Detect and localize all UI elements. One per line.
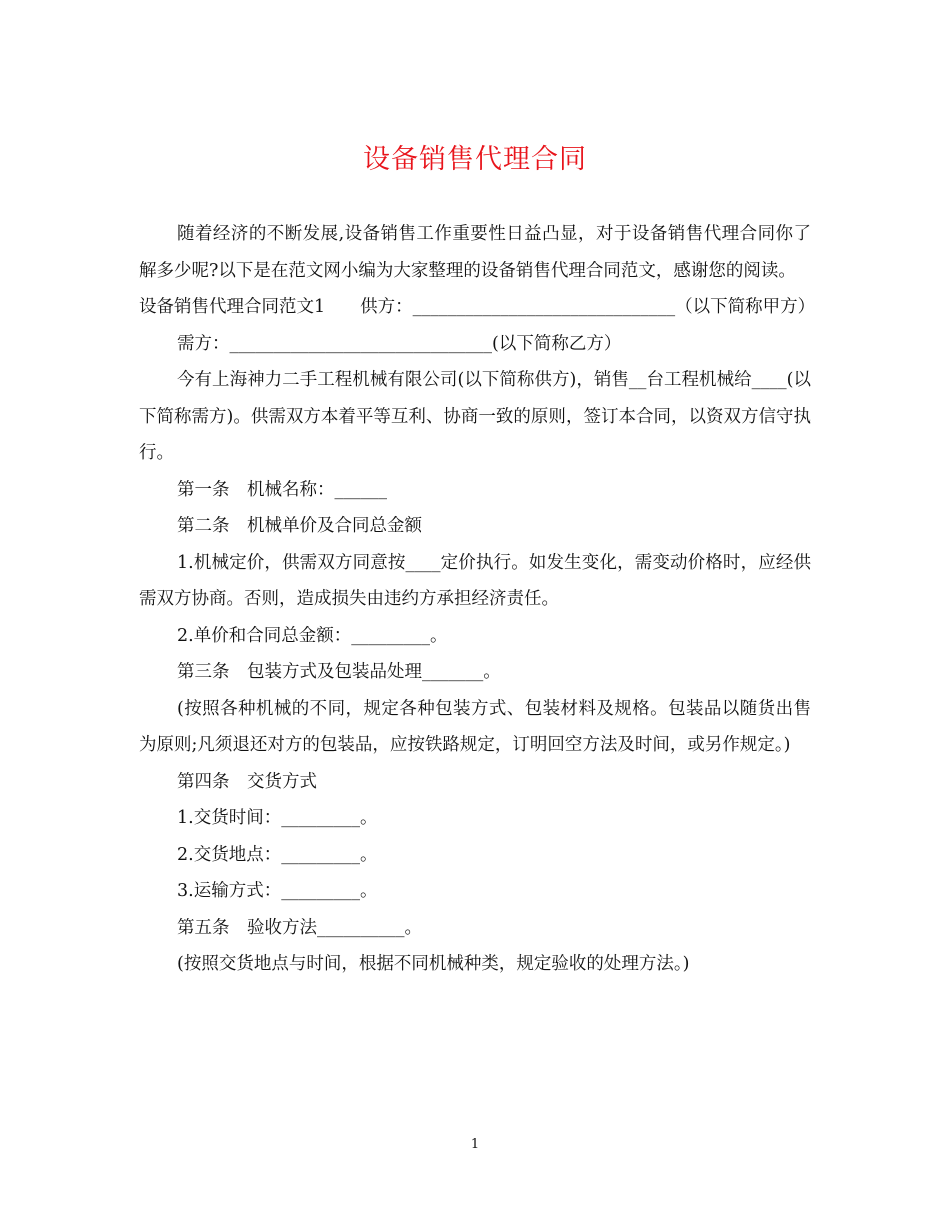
document-title: 设备销售代理合同	[363, 144, 587, 175]
intro-paragraph: 随着经济的不断发展,设备销售工作重要性日益凸显，对于设备销售代理合同你了解多少呢?以下是在范文网小编为大家整理的设备销售代理合同范文，感谢您的阅读。	[139, 224, 811, 281]
article-2-item-2: 2.单价和合同总金额：_________。	[177, 625, 448, 646]
article-5-note: (按照交货地点与时间，根据不同机械种类，规定验收的处理方法。)	[177, 954, 690, 974]
article-5: 第五条 验收方法__________。	[177, 917, 422, 938]
buyer-line: 需方：______________________________(以下简称乙方）	[177, 333, 622, 354]
contract-preamble: 今有上海神力二手工程机械有限公司(以下简称供方)，销售__台工程机械给____(以下简称需方)。供需双方本着平等互利、协商一致的原则，签订本合同，以资双方信守执行。	[139, 370, 811, 463]
article-3-note: (按照各种机械的不同，规定各种包装方式、包装材料及规格。包装品以随货出售为原则;凡须退还对方的包装品，应按铁路规定，订明回空方法及时间，或另作规定。)	[139, 698, 811, 755]
article-2-item-1: 1.机械定价，供需双方同意按____定价执行。如发生变化，需变动价格时，应经供需双方协商。否则，造成损失由违约方承担经济责任。	[139, 552, 811, 609]
article-4-item-2: 2.交货地点：_________。	[177, 844, 378, 865]
article-1: 第一条 机械名称：______	[177, 479, 387, 500]
article-2-heading: 第二条 机械单价及合同总金额	[177, 516, 422, 536]
document-body	[139, 216, 816, 983]
article-4-item-3: 3.运输方式：_________。	[177, 881, 378, 901]
article-4-item-1: 1.交货时间：_________。	[177, 808, 378, 828]
article-4-heading: 第四条 交货方式	[177, 771, 317, 792]
article-3: 第三条 包装方式及包装品处理_______。	[177, 662, 501, 682]
supplier-line: 设备销售代理合同范文1 供方：______________________________（以下简称甲方）	[139, 297, 816, 317]
page-number: 1	[470, 1137, 480, 1152]
